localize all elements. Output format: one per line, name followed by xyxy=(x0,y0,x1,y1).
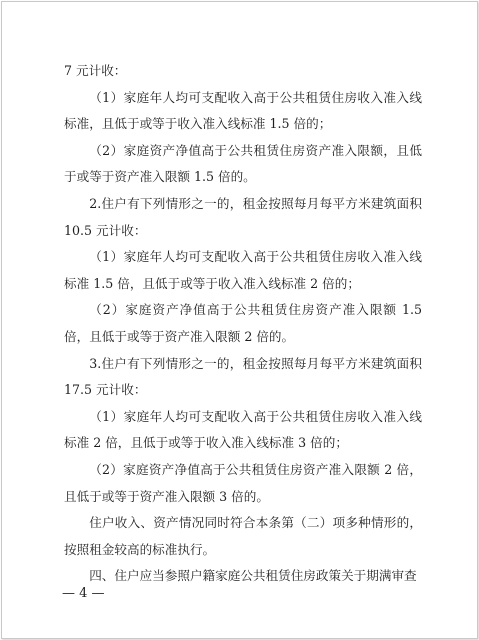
paragraph-item-2-assets: （2）家庭资产净值高于公共租赁住房资产准入限额，且低于或等于资产准入限额 1.5 倍的。 xyxy=(64,142,422,185)
page-number: — 4 — xyxy=(62,586,105,601)
document-page xyxy=(1,1,478,639)
paragraph-item-1-income: （1）家庭年人均可支配收入高于公共租赁住房收入准入线标准，且低于或等于收入准入线标准 1.5 倍的； xyxy=(64,89,422,132)
paragraph-rule-2: 2.住户有下列情形之一的，租金按照每月每平方米建筑面积 10.5 元计收： xyxy=(64,195,422,238)
paragraph-rule-3: 3.住户有下列情形之一的，租金按照每月每平方米建筑面积 17.5 元计收： xyxy=(64,355,422,398)
paragraph-rule-2-item-1: （1）家庭年人均可支配收入高于公共租赁住房收入准入线标准 1.5 倍，且低于或等于收入准入线标准 2 倍的； xyxy=(64,249,422,291)
paragraph-continuation: 7 元计收： xyxy=(64,63,127,78)
paragraph-multiple-conditions: 住户收入、资产情况同时符合本条第（二）项多种情形的，按照租金较高的标准执行。 xyxy=(64,515,422,557)
paragraph-section-4: 四、住户应当参照户籍家庭公共租赁住房政策关于期满审查 xyxy=(89,568,417,584)
document-body xyxy=(64,58,422,590)
paragraph-rule-3-item-2: （2）家庭资产净值高于公共租赁住房资产准入限额 2 倍，且低于或等于资产准入限额 3 倍的。 xyxy=(64,461,422,504)
paragraph-rule-3-item-1: （1）家庭年人均可支配收入高于公共租赁住房收入准入线标准 2 倍，且低于或等于收入准入线标准 3 倍的； xyxy=(64,408,422,451)
paragraph-rule-2-item-2: （2）家庭资产净值高于公共租赁住房资产准入限额 1.5 倍，且低于或等于资产准入限额 2 倍的。 xyxy=(64,302,422,344)
